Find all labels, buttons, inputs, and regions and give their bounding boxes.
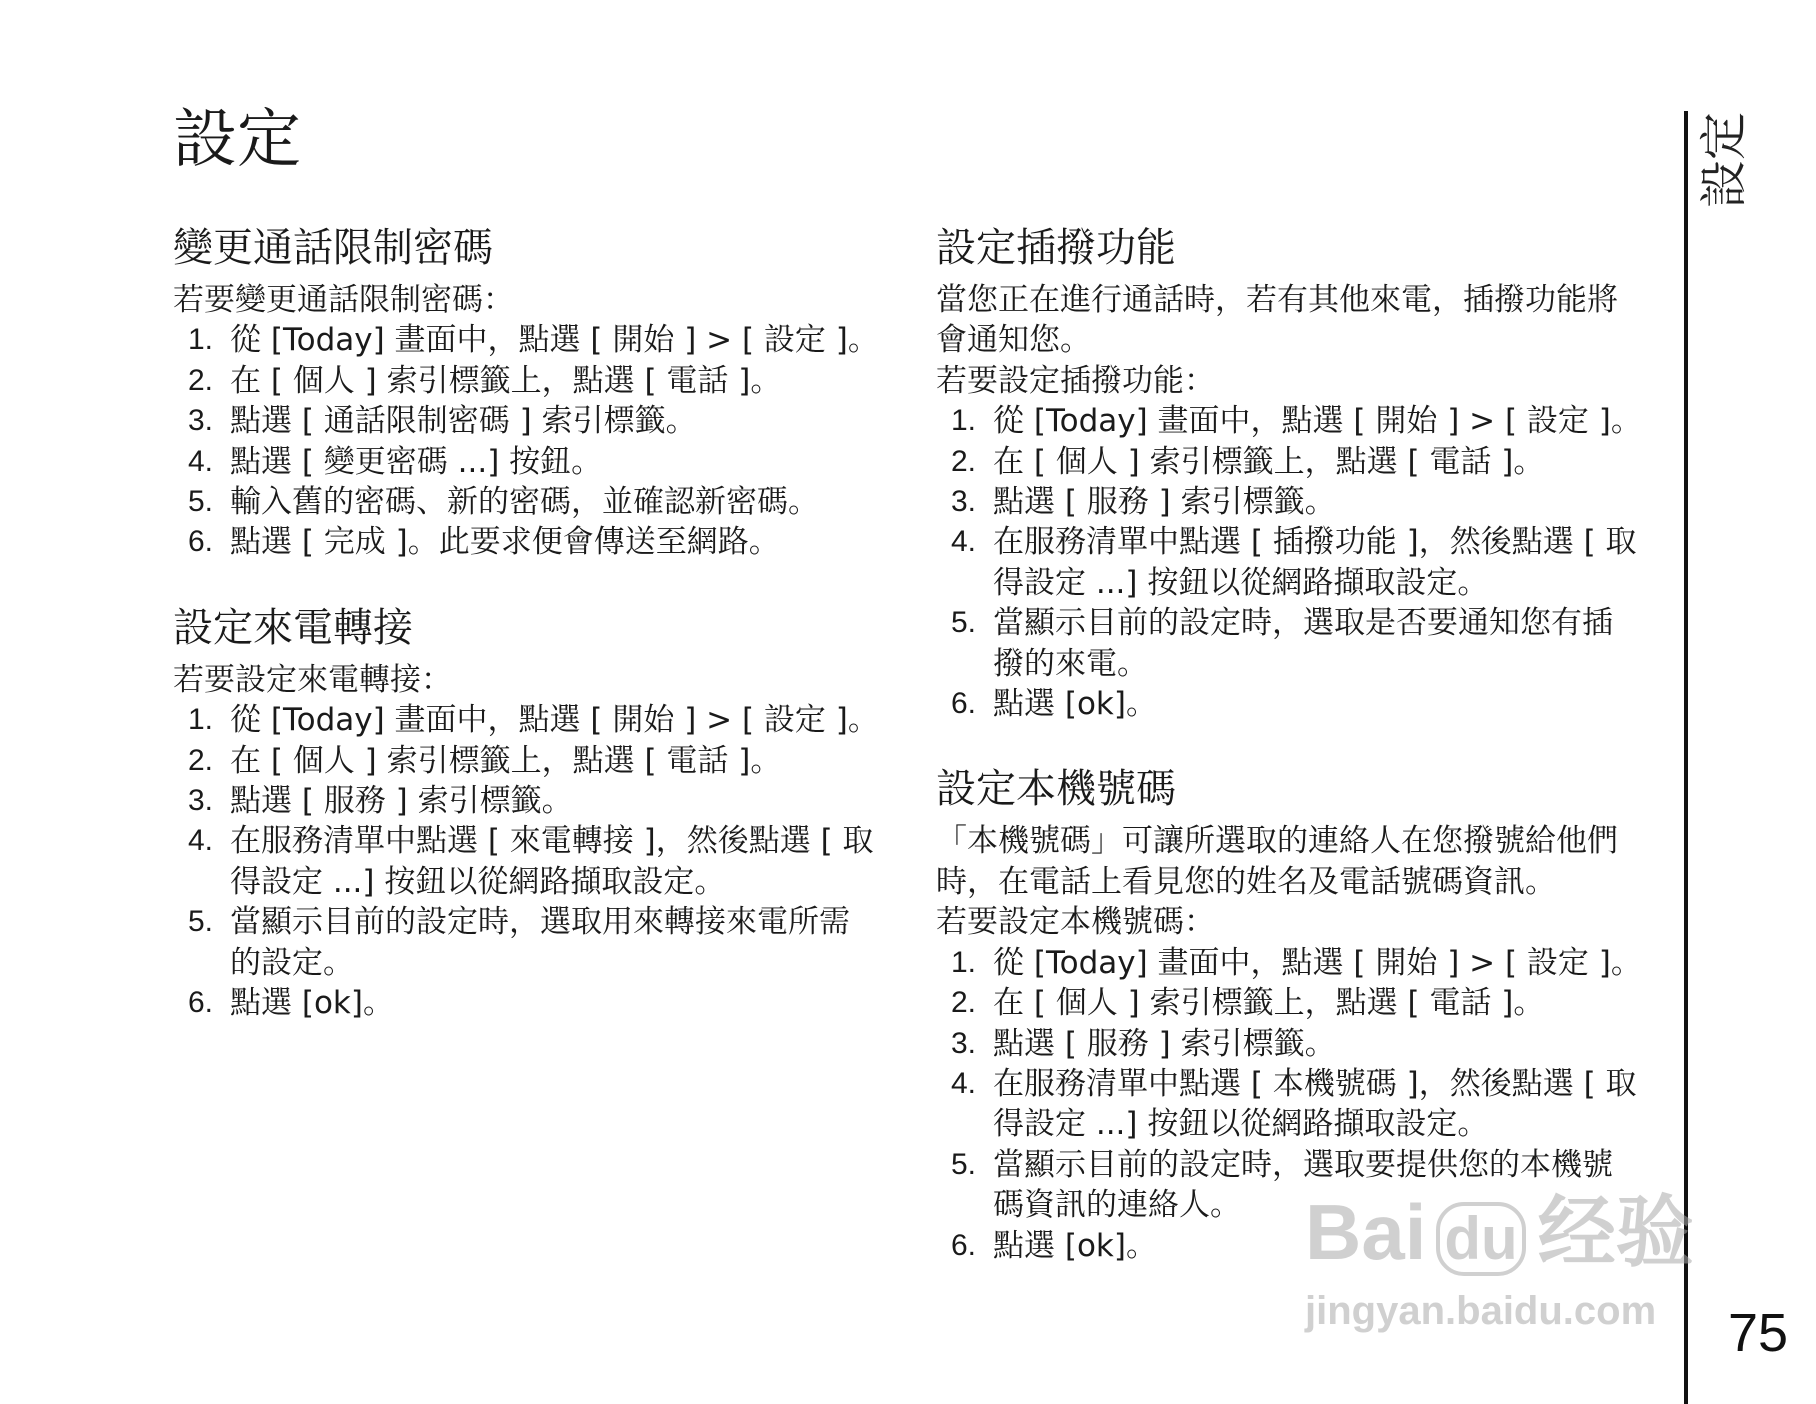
step-text: [230, 442, 913, 482]
step-line: 輸入舊的密碼、新的密碼，並確認新密碼。: [230, 484, 819, 521]
section-change-barring-password: [173, 224, 913, 563]
step-item: [936, 442, 1666, 482]
step-number: 5.: [951, 606, 977, 640]
step-text: [993, 442, 1666, 482]
step-item: [936, 1024, 1666, 1064]
watermark-logo-text: Bai: [1305, 1188, 1427, 1276]
watermark-logo-cn: 经验: [1537, 1188, 1694, 1276]
step-text: [993, 603, 1666, 684]
section-intro: 若要設定本機號碼：: [936, 904, 1215, 941]
step-text: [230, 320, 913, 360]
step-text: [230, 361, 913, 401]
step-number: 4.: [951, 525, 977, 559]
step-line: 點選 [ok]。: [230, 985, 394, 1022]
step-item: [173, 741, 913, 781]
step-item: [173, 781, 913, 821]
step-item: [173, 482, 913, 522]
step-line: 得設定 ...] 按鈕以從網路擷取設定。: [230, 863, 726, 900]
step-number: 4.: [188, 444, 214, 478]
step-item: [173, 522, 913, 562]
step-text: [993, 983, 1666, 1023]
section-intro: 時，在電話上看見您的姓名及電話號碼資訊。: [936, 863, 1556, 900]
step-number: 2.: [188, 363, 214, 397]
step-line: 從 [Today] 畫面中，點選 [ 開始 ] > [ 設定 ]。: [230, 702, 879, 739]
step-item: [936, 684, 1666, 724]
step-number: 3.: [188, 404, 214, 438]
step-line: 在服務清單中點選 [ 來電轉接 ]，然後點選 [ 取: [230, 823, 874, 860]
section-intro: 若要設定來電轉接：: [173, 661, 452, 698]
step-number: 5.: [188, 485, 214, 519]
step-line: 從 [Today] 畫面中，點選 [ 開始 ] > [ 設定 ]。: [993, 944, 1642, 981]
step-line: 點選 [ 服務 ] 索引標籤。: [993, 1025, 1336, 1062]
step-item: [936, 983, 1666, 1023]
section-intro: 會通知您。: [936, 322, 1091, 359]
step-number: 2.: [188, 743, 214, 777]
step-line: 在服務清單中點選 [ 本機號碼 ]，然後點選 [ 取: [993, 1065, 1637, 1102]
step-text: [993, 684, 1666, 724]
page-number: 75: [1728, 1303, 1789, 1363]
step-line: 在服務清單中點選 [ 插撥功能 ]，然後點選 [ 取: [993, 524, 1637, 561]
step-number: 6.: [951, 687, 977, 721]
step-text: [993, 482, 1666, 522]
left-column: [173, 224, 913, 1024]
step-item: [936, 482, 1666, 522]
step-line: 點選 [ok]。: [993, 1227, 1157, 1264]
step-number: 3.: [188, 784, 214, 818]
step-text: [230, 781, 913, 821]
step-item: [936, 1064, 1666, 1145]
step-number: 4.: [951, 1066, 977, 1100]
step-item: [173, 442, 913, 482]
step-number: 1.: [951, 945, 977, 979]
step-line: 點選 [ 服務 ] 索引標籤。: [230, 783, 573, 820]
step-item: [936, 1226, 1666, 1266]
step-line: 得設定 ...] 按鈕以從網路擷取設定。: [993, 1106, 1489, 1143]
step-line: 從 [Today] 畫面中，點選 [ 開始 ] > [ 設定 ]。: [993, 403, 1642, 440]
section-call-waiting: [936, 224, 1666, 724]
step-line: 當顯示目前的設定時，選取是否要通知您有插: [993, 605, 1613, 642]
chapter-side-tab: 設定: [1696, 112, 1752, 209]
section-intro: 若要變更通話限制密碼：: [173, 282, 514, 318]
step-text: [230, 983, 913, 1023]
step-line: 在 [ 個人 ] 索引標籤上，點選 [ 電話 ]。: [230, 742, 782, 779]
step-line: 點選 [ 通話限制密碼 ] 索引標籤。: [230, 403, 697, 440]
step-line: 從 [Today] 畫面中，點選 [ 開始 ] > [ 設定 ]。: [230, 322, 879, 359]
section-heading: 設定插撥功能: [936, 225, 1176, 271]
step-item: [173, 902, 913, 983]
step-number: 1.: [188, 323, 214, 357]
step-text: [230, 821, 913, 902]
step-text: [230, 401, 913, 441]
section-heading: 設定本機號碼: [936, 766, 1176, 813]
step-line: 當顯示目前的設定時，選取用來轉接來電所需: [230, 904, 850, 941]
step-number: 1.: [951, 404, 977, 438]
step-number: 4.: [188, 824, 214, 858]
step-line: 在 [ 個人 ] 索引標籤上，點選 [ 電話 ]。: [993, 443, 1545, 480]
step-text: [230, 741, 913, 781]
step-line: 碼資訊的連絡人。: [993, 1187, 1241, 1224]
section-heading: 設定來電轉接: [173, 604, 413, 651]
step-item: [173, 821, 913, 902]
step-item: [173, 320, 913, 360]
step-line: 點選 [ok]。: [993, 686, 1157, 723]
step-item: [173, 401, 913, 441]
right-column: [936, 224, 1666, 1266]
step-text: [993, 1024, 1666, 1064]
chapter-divider-line: [1684, 111, 1688, 1404]
step-line: 的設定。: [230, 944, 354, 981]
step-line: 點選 [ 變更密碼 ...] 按鈕。: [230, 443, 603, 480]
step-text: [230, 700, 913, 740]
watermark-logo-paw-text: du: [1436, 1202, 1525, 1276]
step-line: 撥的來電。: [993, 645, 1148, 682]
step-item: [936, 943, 1666, 983]
step-line: 在 [ 個人 ] 索引標籤上，點選 [ 電話 ]。: [230, 362, 782, 399]
section-heading: 變更通話限制密碼: [173, 225, 493, 271]
step-text: [230, 522, 913, 562]
step-number: 6.: [188, 525, 214, 559]
section-intro: 當您正在進行通話時，若有其他來電，插撥功能將: [936, 282, 1618, 318]
step-number: 2.: [951, 444, 977, 478]
section-intro: 若要設定插撥功能：: [936, 362, 1215, 399]
step-number: 3.: [951, 1026, 977, 1060]
step-text: [230, 902, 913, 983]
step-text: [993, 401, 1666, 441]
step-line: 當顯示目前的設定時，選取要提供您的本機號: [993, 1146, 1613, 1183]
step-number: 5.: [188, 905, 214, 939]
watermark-url: jingyan.baidu.com: [1305, 1289, 1657, 1333]
step-line: 得設定 ...] 按鈕以從網路擷取設定。: [993, 564, 1489, 601]
step-item: [936, 401, 1666, 441]
step-line: 在 [ 個人 ] 索引標籤上，點選 [ 電話 ]。: [993, 985, 1545, 1022]
step-text: [993, 1064, 1666, 1145]
step-item: [936, 1145, 1666, 1226]
step-text: [993, 943, 1666, 983]
step-item: [936, 522, 1666, 603]
step-text: [230, 482, 913, 522]
step-item: [936, 603, 1666, 684]
step-line: 點選 [ 完成 ]。此要求便會傳送至網路。: [230, 524, 780, 561]
step-item: [173, 700, 913, 740]
section-caller-id: [936, 765, 1666, 1265]
step-item: [173, 983, 913, 1023]
step-number: 2.: [951, 986, 977, 1020]
step-text: [993, 1226, 1666, 1266]
step-item: [173, 361, 913, 401]
section-call-forwarding: [173, 604, 913, 1024]
step-number: 6.: [188, 986, 214, 1020]
step-number: 1.: [188, 703, 214, 737]
step-number: 3.: [951, 485, 977, 519]
step-line: 點選 [ 服務 ] 索引標籤。: [993, 484, 1336, 521]
section-intro: 「本機號碼」可讓所選取的連絡人在您撥號給他們: [936, 823, 1618, 860]
step-number: 5.: [951, 1147, 977, 1181]
step-number: 6.: [951, 1228, 977, 1262]
step-text: [993, 522, 1666, 603]
page-title: 設定: [173, 103, 301, 177]
step-text: [993, 1145, 1666, 1226]
